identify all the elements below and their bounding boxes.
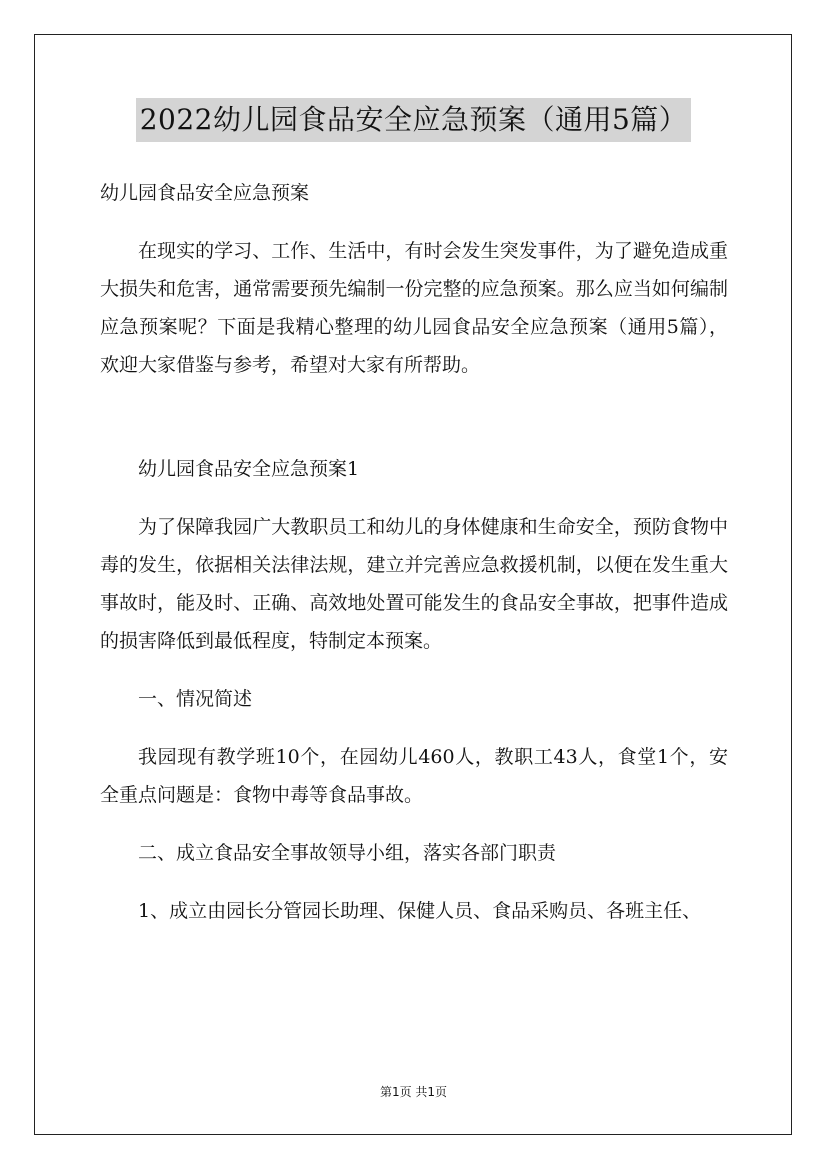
- item-1-paragraph: 1、成立由园长分管园长助理、保健人员、食品采购员、各班主任、: [138, 900, 702, 922]
- document-title: 2022幼儿园食品安全应急预案（通用5篇）: [136, 98, 692, 142]
- section-1-paragraph: 为了保障我园广大教职员工和幼儿的身体健康和生命安全，预防食物中毒的发生，依据相关法律法规，建立并完善应急救援机制，以便在发生重大事故时，能及时、正确、高效地处置可能发生的食品安全事故，把事件造成的损害降低到最低程度，特制定本预案。: [100, 516, 728, 652]
- page-footer: [0, 1082, 827, 1102]
- document-body: [100, 174, 728, 930]
- heading-situation: 一、情况简述: [138, 688, 253, 710]
- section-1-title: 幼儿园食品安全应急预案1: [138, 458, 360, 480]
- situation-paragraph: 我园现有教学班10个，在园幼儿460人，教职工43人，食堂1个，安全重点问题是：食物中毒等食品事故。: [100, 746, 728, 806]
- intro-paragraph: 在现实的学习、工作、生活中，有时会发生突发事件，为了避免造成重大损失和危害，通常需要预先编制一份完整的应急预案。那么应当如何编制应急预案呢？下面是我精心整理的幼儿园食品安全应急预案（通用5篇），欢迎大家借鉴与参考，希望对大家有所帮助。: [100, 240, 728, 376]
- paragraph-spacer: [100, 384, 728, 450]
- page-number-label: 第1页 共1页: [379, 1085, 448, 1099]
- title-container: [0, 98, 827, 142]
- document-subtitle: 幼儿园食品安全应急预案: [100, 182, 310, 204]
- heading-leadership-group: 二、成立食品安全事故领导小组，落实各部门职责: [138, 842, 557, 864]
